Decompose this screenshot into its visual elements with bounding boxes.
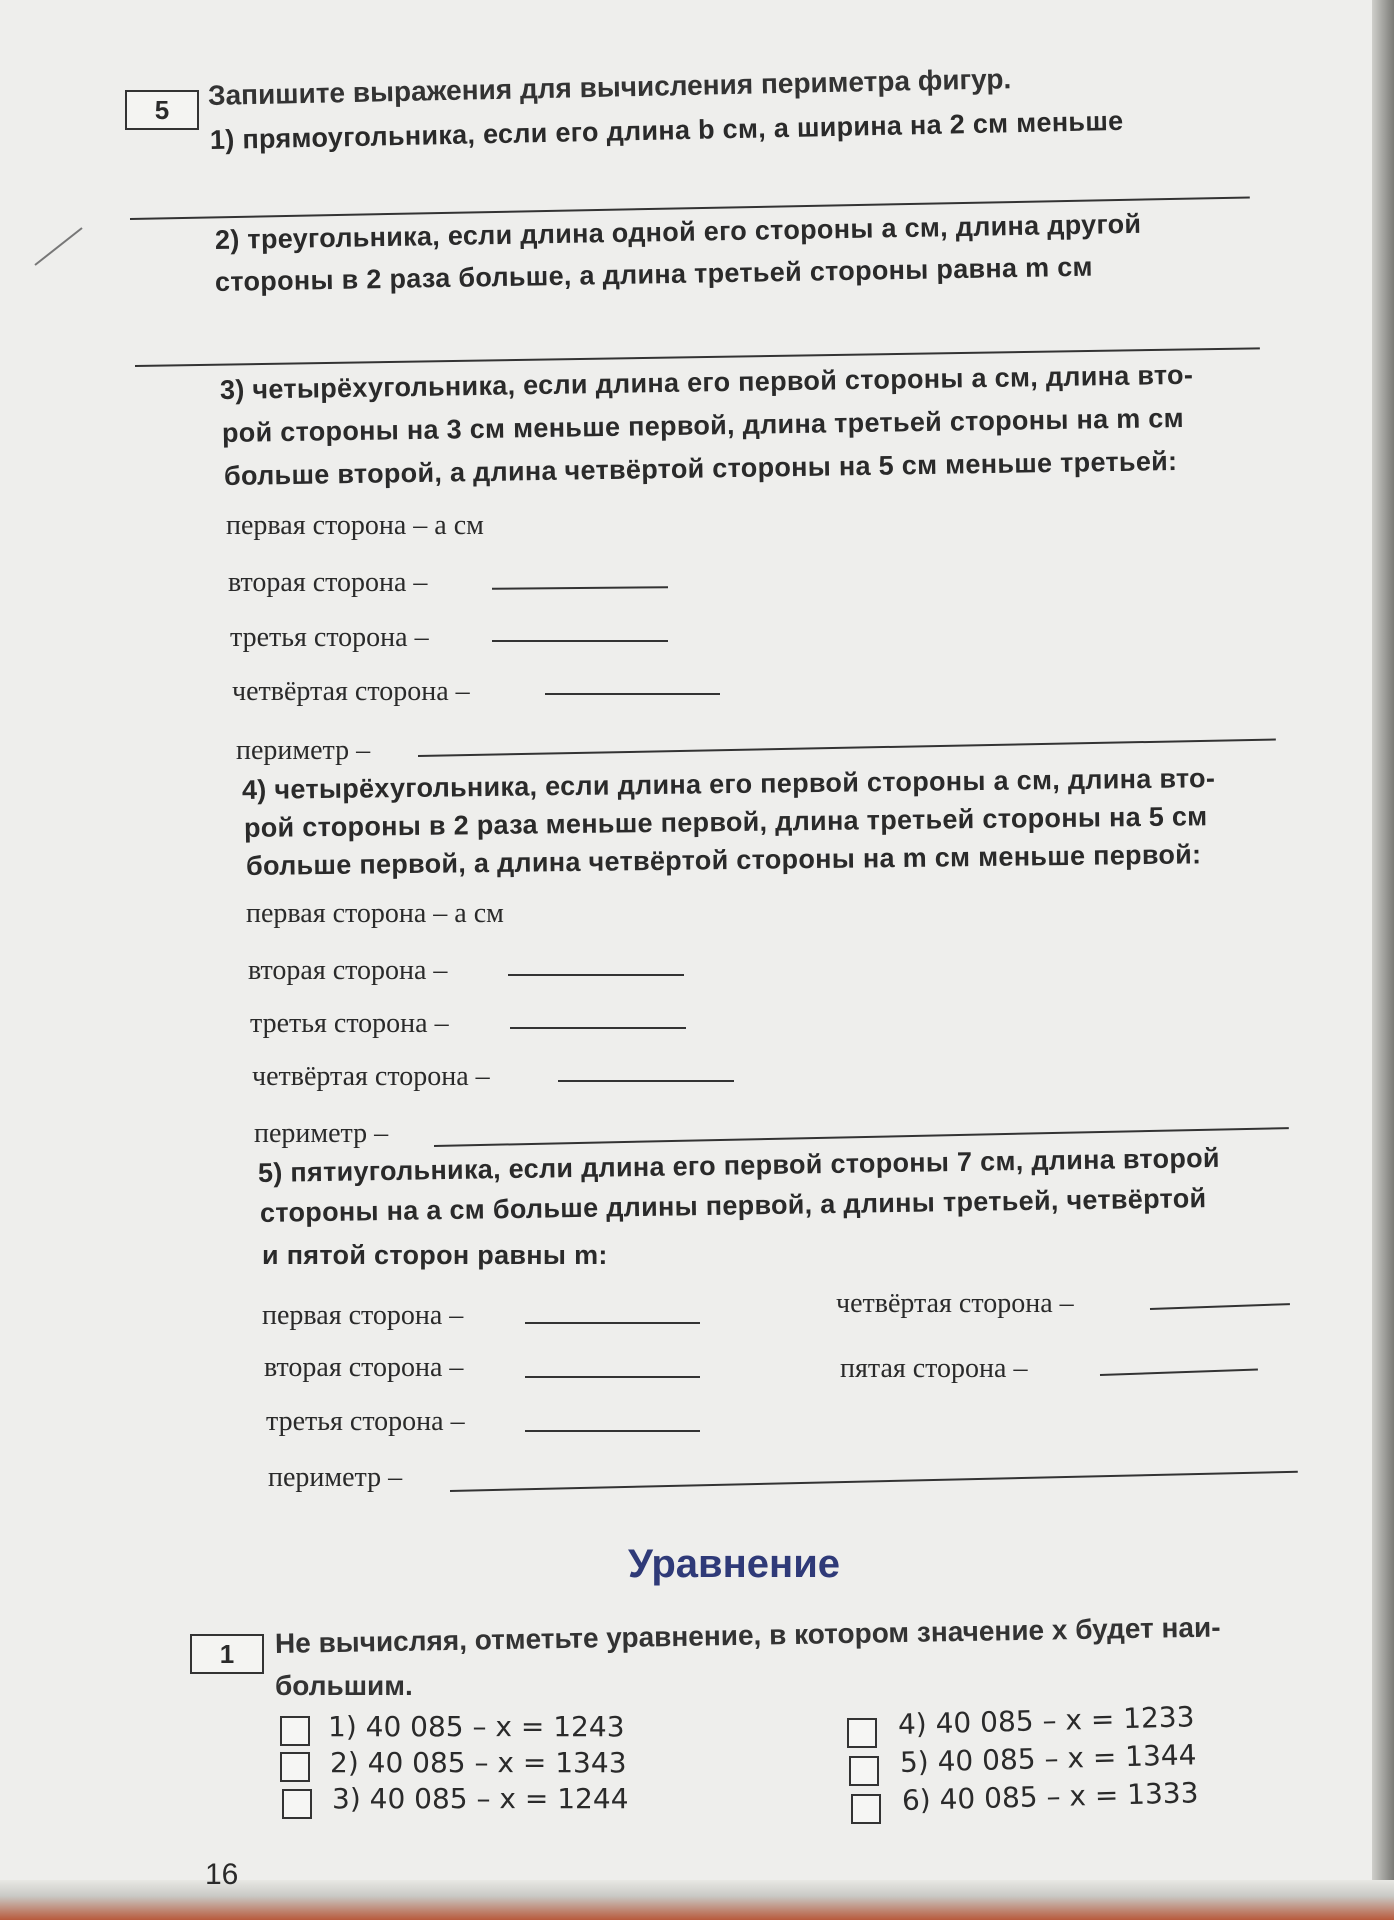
p5-first-side-blank[interactable] bbox=[525, 1322, 700, 1324]
p5-second-side-label: вторая сторона – bbox=[264, 1352, 464, 1383]
option-2: 2) 40 085 – x = 1343 bbox=[330, 1746, 627, 1779]
p5-second-side-blank[interactable] bbox=[525, 1376, 700, 1378]
option-1: 1) 40 085 – x = 1243 bbox=[328, 1710, 625, 1743]
p3-first-side: первая сторона – a см bbox=[226, 510, 484, 541]
option-4: 4) 40 085 – x = 1233 bbox=[897, 1700, 1195, 1741]
part5-text-line2: стороны на a см больше длины первой, а длины третьей, четвёртой bbox=[259, 1183, 1207, 1228]
p4-first-side: первая сторона – a см bbox=[246, 898, 504, 929]
part4-text-line3: больше первой, а длина четвёртой стороны на m см меньше первой: bbox=[245, 839, 1202, 881]
page-number: 16 bbox=[205, 1858, 239, 1891]
task1-text-line1: Не вычисляя, отметьте уравнение, в котором значение x будет наи- bbox=[274, 1611, 1221, 1659]
part2-text-line2: стороны в 2 раза больше, а длина третьей стороны равна m см bbox=[214, 251, 1094, 297]
checkbox-option-5[interactable] bbox=[849, 1756, 879, 1786]
p3-third-side-blank[interactable] bbox=[492, 640, 668, 642]
checkbox-option-4[interactable] bbox=[847, 1718, 877, 1748]
part5-text-line1: 5) пятиугольника, если длина его первой стороны 7 см, длина второй bbox=[257, 1142, 1221, 1188]
page-edge bbox=[1372, 0, 1394, 1920]
p4-second-side-label: вторая сторона – bbox=[248, 955, 448, 986]
option-6: 6) 40 085 – x = 1333 bbox=[901, 1776, 1199, 1817]
p5-third-side-blank[interactable] bbox=[525, 1430, 700, 1432]
part3-text-line2: рой стороны на 3 см меньше первой, длина третьей стороны на m см bbox=[221, 402, 1185, 448]
checkbox-option-3[interactable] bbox=[282, 1789, 312, 1819]
p4-fourth-side-blank[interactable] bbox=[558, 1080, 734, 1082]
task1-text-line2: большим. bbox=[275, 1670, 413, 1701]
p5-fourth-side-label: четвёртая сторона – bbox=[836, 1288, 1074, 1319]
part3-text-line1: 3) четырёхугольника, если длина его первой стороны a см, длина вто- bbox=[219, 359, 1194, 405]
p3-perimeter-label: периметр – bbox=[236, 735, 371, 766]
p4-perimeter-label: периметр – bbox=[254, 1118, 389, 1149]
p3-third-side-label: третья сторона – bbox=[230, 622, 429, 653]
checkbox-option-2[interactable] bbox=[280, 1752, 310, 1782]
option-3: 3) 40 085 – x = 1244 bbox=[332, 1782, 629, 1815]
part5-text-line3: и пятой сторон равны m: bbox=[262, 1240, 608, 1270]
task-intro: Запишите выражения для вычисления периметра фигур. bbox=[207, 63, 1012, 111]
part4-text-line2: рой стороны в 2 раза меньше первой, длина третьей стороны на 5 см bbox=[243, 801, 1208, 843]
task-number-box: 1 bbox=[190, 1634, 264, 1674]
p3-fourth-side-label: четвёртая сторона – bbox=[232, 676, 470, 707]
p5-perimeter-label: периметр – bbox=[268, 1462, 403, 1493]
checkbox-option-1[interactable] bbox=[280, 1716, 310, 1746]
p3-fourth-side-blank[interactable] bbox=[545, 693, 720, 695]
option-5: 5) 40 085 – x = 1344 bbox=[899, 1738, 1197, 1779]
p4-second-side-blank[interactable] bbox=[508, 974, 684, 976]
part1-text: 1) прямоугольника, если его длина b см, а ширина на 2 см меньше bbox=[209, 105, 1124, 155]
p5-first-side-label: первая сторона – bbox=[262, 1300, 464, 1331]
p4-third-side-blank[interactable] bbox=[510, 1027, 686, 1029]
part3-text-line3: больше второй, а длина четвёртой стороны на 5 см меньше третьей: bbox=[223, 446, 1178, 491]
p4-fourth-side-label: четвёртая сторона – bbox=[252, 1061, 490, 1092]
p5-fifth-side-label: пятая сторона – bbox=[840, 1353, 1028, 1384]
p3-second-side-label: вторая сторона – bbox=[228, 567, 428, 598]
section-title: Уравнение bbox=[628, 1542, 841, 1586]
pencil-mark-icon bbox=[30, 220, 90, 270]
part2-text-line1: 2) треугольника, если длина одной его стороны a см, длина другой bbox=[214, 208, 1142, 255]
p4-third-side-label: третья сторона – bbox=[250, 1008, 449, 1039]
checkbox-option-6[interactable] bbox=[851, 1794, 881, 1824]
task-number-box: 5 bbox=[125, 90, 199, 130]
part4-text-line1: 4) четырёхугольника, если длина его первой стороны a см, длина вто- bbox=[241, 763, 1216, 805]
p5-third-side-label: третья сторона – bbox=[266, 1406, 465, 1437]
